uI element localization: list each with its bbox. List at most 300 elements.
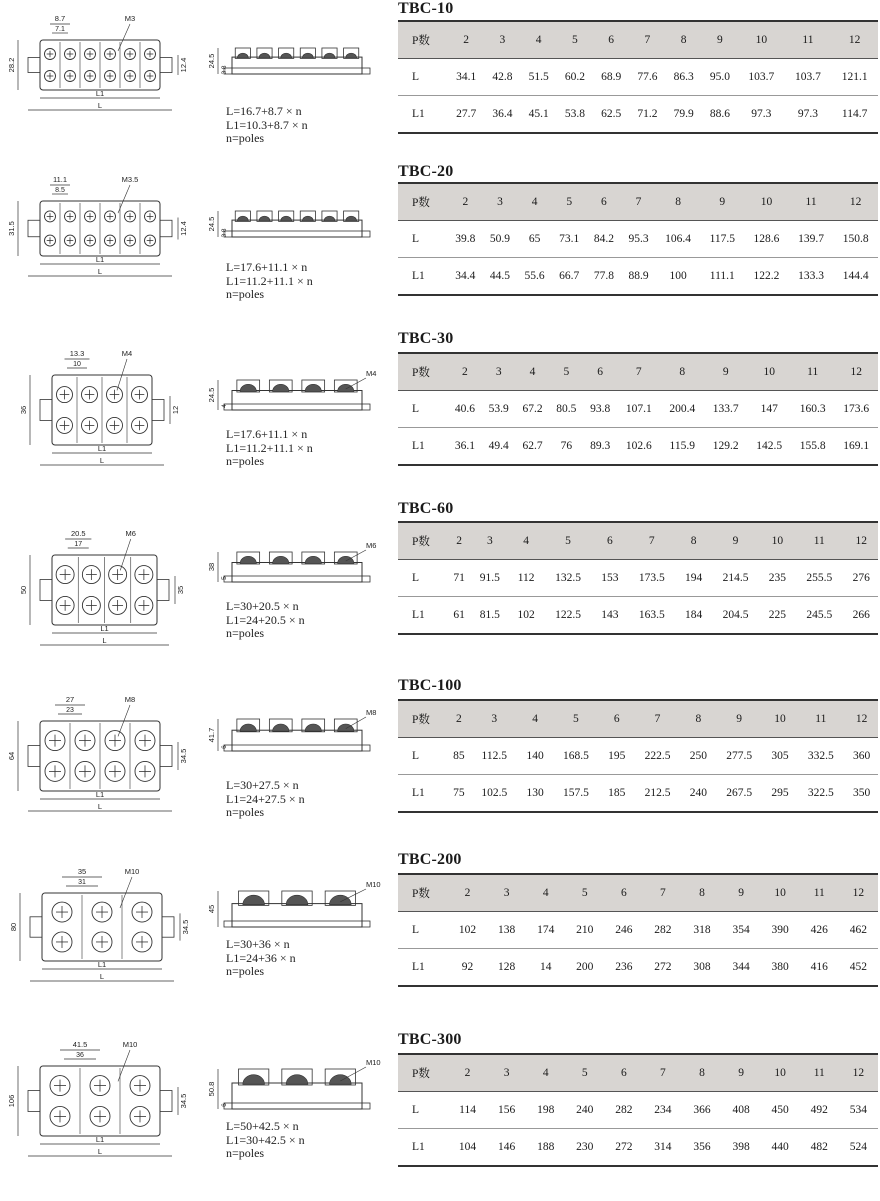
dimension-formula	[226, 1120, 305, 1161]
value-cell: 250	[689, 750, 707, 762]
value-cell: 200.4	[669, 403, 696, 415]
value-cell: 114.7	[841, 108, 868, 120]
value-cell: 97.3	[797, 108, 818, 120]
dimension-label: 41.7	[207, 727, 216, 743]
value-cell: 184	[685, 609, 703, 621]
top-view	[7, 695, 188, 811]
screw-head-icon	[305, 724, 321, 731]
value-cell: 185	[608, 787, 626, 799]
dimension-label: 24.5	[207, 387, 216, 403]
dimension-label: M10	[366, 1058, 381, 1067]
table-row	[398, 560, 878, 597]
pole-count-cell: 12	[833, 183, 878, 221]
value-cell: 157.5	[562, 787, 589, 799]
dimension-label: 8.7	[54, 14, 66, 23]
formula-line: L=17.6+11.1 × n	[226, 260, 308, 274]
pole-count-cell: 12	[839, 874, 878, 912]
pole-count-cell: 7	[633, 700, 682, 738]
value-cell: 173.5	[638, 572, 665, 584]
value-cell: 198	[537, 1104, 555, 1116]
dimension-label: L1	[95, 1135, 105, 1144]
dimension-label: M10	[366, 880, 381, 889]
value-cell: 416	[810, 961, 828, 973]
pole-count-cell: 6	[604, 1054, 643, 1092]
side-view	[207, 708, 376, 751]
screw-head-icon	[237, 53, 248, 58]
value-cell: 277.5	[726, 750, 753, 762]
pole-count-cell: 10	[764, 700, 797, 738]
value-cell: 240	[576, 1104, 594, 1116]
formula-line: L=16.7+8.7 × n	[226, 104, 302, 118]
pole-count-cell: 7	[629, 21, 665, 59]
value-cell: 34.1	[456, 71, 477, 83]
dimension-label: 27	[65, 695, 75, 704]
value-cell: 107.1	[625, 403, 652, 415]
value-cell: 89.3	[590, 440, 611, 452]
value-cell: 36.4	[492, 108, 513, 120]
pole-count-cell: 10	[761, 874, 800, 912]
dimension-label: 36	[19, 405, 28, 415]
dimension-label: 106	[7, 1094, 16, 1108]
value-cell: 76	[560, 440, 573, 452]
dimension-label: 6	[221, 745, 228, 749]
series-section-tbc-100	[0, 677, 880, 847]
value-cell: 122.5	[555, 609, 581, 621]
screw-head-icon	[346, 53, 357, 58]
dimension-label: 13.3	[69, 349, 85, 358]
value-cell: 55.6	[524, 270, 545, 282]
value-cell: 155.8	[799, 440, 826, 452]
dimension-label: L1	[97, 960, 107, 969]
dimension-drawing	[0, 330, 390, 500]
dimension-label: 38	[207, 562, 216, 572]
pole-count-cell: 10	[744, 183, 789, 221]
dimension-label: 4	[221, 404, 228, 408]
value-cell: 153	[601, 572, 619, 584]
value-cell: 93.8	[590, 403, 611, 415]
value-cell: 104	[458, 1141, 477, 1153]
row-label: L	[412, 572, 420, 584]
screw-head-icon	[243, 1075, 265, 1085]
dimension-label: 64	[7, 751, 16, 761]
value-cell: 212.5	[644, 787, 671, 799]
value-cell: 267.5	[726, 787, 753, 799]
pole-count-cell: 9	[704, 353, 747, 391]
formula-line: L1=24+36 × n	[226, 950, 296, 965]
dimension-label: L	[102, 636, 107, 645]
dimension-formula	[226, 261, 313, 302]
screw-head-icon	[305, 384, 321, 391]
screw-head-icon	[240, 724, 256, 731]
pole-count-cell: 10	[761, 522, 795, 560]
series-title: TBC-200	[398, 851, 462, 868]
table-row	[398, 391, 878, 428]
value-cell: 42.8	[492, 71, 513, 83]
dimension-label: L1	[95, 255, 105, 264]
value-cell: 71	[453, 572, 465, 584]
dimension-label: 12.4	[179, 221, 188, 236]
table-row	[398, 258, 878, 296]
spec-table	[398, 699, 878, 813]
dimension-label: L	[97, 1147, 103, 1156]
value-cell: 86.3	[673, 71, 694, 83]
dimension-label: 36	[76, 1052, 84, 1059]
value-cell: 121.1	[841, 71, 868, 83]
formula-line: n=poles	[226, 454, 265, 468]
dimension-label: 35	[176, 585, 185, 595]
value-cell: 140	[526, 750, 544, 762]
value-cell: 366	[693, 1104, 711, 1116]
value-cell: 67.2	[522, 403, 543, 415]
value-cell: 143	[601, 609, 619, 621]
dimension-drawing	[0, 851, 390, 1021]
dimension-formula	[226, 938, 296, 979]
series-title: TBC-20	[398, 163, 454, 180]
value-cell: 282	[615, 1104, 633, 1116]
pole-count-cell: 2	[448, 522, 470, 560]
pole-count-cell: 12	[834, 353, 878, 391]
pole-count-cell: 6	[587, 183, 622, 221]
value-cell: 344	[732, 961, 750, 973]
side-view	[207, 48, 370, 75]
value-cell: 97.3	[751, 108, 772, 120]
pole-count-cell: 11	[789, 183, 834, 221]
value-cell: 322.5	[807, 787, 834, 799]
value-cell: 77.6	[637, 71, 658, 83]
value-cell: 102.6	[625, 440, 652, 452]
value-cell: 462	[849, 924, 868, 936]
pole-count-cell: 5	[549, 353, 583, 391]
value-cell: 225	[768, 609, 787, 621]
top-view	[19, 349, 180, 465]
pole-count-cell: 6	[583, 353, 617, 391]
dimension-label: 35	[77, 867, 87, 876]
value-cell: 111.1	[709, 270, 735, 282]
pole-count-cell: 9	[722, 1054, 761, 1092]
spec-table	[398, 182, 878, 296]
value-cell: 144.4	[842, 270, 869, 282]
pole-count-cell: 2	[448, 700, 470, 738]
value-cell: 34.4	[455, 270, 476, 282]
screw-head-icon	[273, 556, 289, 563]
dimension-label: M3	[124, 14, 136, 23]
spec-table	[398, 1053, 878, 1167]
table-header-row	[398, 1054, 878, 1092]
formula-line: n=poles	[226, 287, 265, 301]
screw-head-icon	[324, 216, 335, 221]
pole-count-cell: 8	[682, 700, 715, 738]
pole-count-cell: 8	[682, 874, 721, 912]
dimension-label: 11.1	[52, 175, 68, 184]
value-cell: 408	[732, 1104, 750, 1116]
value-cell: 204.5	[722, 609, 749, 621]
series-section-tbc-60	[0, 500, 880, 670]
spec-table	[398, 873, 878, 987]
poles-header-cell: P数	[398, 700, 448, 738]
value-cell: 60.2	[564, 71, 585, 83]
formula-line: n=poles	[226, 805, 265, 819]
spec-table	[398, 352, 878, 466]
value-cell: 276	[852, 572, 870, 584]
value-cell: 88.6	[709, 108, 730, 120]
value-cell: 168.5	[562, 750, 589, 762]
dimension-drawing	[0, 0, 390, 170]
dimension-drawing	[0, 677, 390, 847]
dimension-label: L1	[100, 624, 109, 633]
value-cell: 282	[654, 924, 672, 936]
dimension-drawing	[0, 500, 390, 670]
value-cell: 103.7	[795, 71, 821, 83]
value-cell: 246	[615, 924, 633, 936]
formula-line: L=30+20.5 × n	[226, 599, 299, 613]
pole-count-cell: 3	[482, 353, 516, 391]
dimension-label: 8.5	[55, 187, 65, 194]
value-cell: 234	[654, 1104, 672, 1116]
value-cell: 332.5	[807, 750, 834, 762]
side-view	[207, 211, 370, 238]
value-cell: 44.5	[489, 270, 511, 282]
dimension-label: 34.5	[179, 1093, 188, 1109]
value-cell: 272	[654, 961, 672, 973]
pole-count-cell: 5	[543, 522, 593, 560]
pole-count-cell: 4	[526, 874, 565, 912]
row-label: L1	[412, 787, 425, 799]
pole-count-cell: 5	[551, 700, 600, 738]
row-label: L1	[412, 440, 425, 452]
formula-line: L1=24+27.5 × n	[226, 791, 305, 806]
formula-line: n=poles	[226, 964, 265, 978]
value-cell: 174	[537, 924, 555, 936]
pole-count-cell: 12	[844, 522, 878, 560]
pole-count-cell: 7	[627, 522, 677, 560]
pole-count-cell: 12	[831, 21, 878, 59]
pole-count-cell: 3	[484, 21, 520, 59]
value-cell: 62.5	[601, 108, 622, 120]
value-cell: 68.9	[601, 71, 622, 83]
value-cell: 390	[771, 924, 789, 936]
value-cell: 314	[654, 1141, 672, 1153]
screw-head-icon	[338, 384, 354, 391]
screw-head-icon	[324, 53, 335, 58]
row-label: L1	[412, 108, 425, 120]
dimension-drawing	[0, 163, 390, 333]
screw-head-icon	[330, 895, 352, 905]
value-cell: 195	[608, 750, 626, 762]
table-row	[398, 949, 878, 987]
dimension-label: L1	[95, 89, 105, 98]
pole-count-cell: 6	[593, 21, 629, 59]
value-cell: 88.9	[628, 270, 649, 282]
row-label: L	[412, 750, 420, 762]
screw-head-icon	[302, 216, 313, 221]
pole-count-cell: 5	[565, 1054, 604, 1092]
value-cell: 156	[497, 1104, 516, 1116]
screw-head-icon	[243, 895, 265, 905]
dimension-label: M6	[125, 529, 136, 538]
value-cell: 102.5	[481, 787, 508, 799]
dimension-label: 50.8	[207, 1081, 216, 1097]
value-cell: 77.8	[593, 270, 614, 282]
value-cell: 66.7	[559, 270, 580, 282]
row-label: L1	[412, 961, 425, 973]
value-cell: 147	[760, 403, 778, 415]
value-cell: 92	[461, 961, 474, 973]
pole-count-cell: 4	[509, 522, 543, 560]
dimension-formula	[226, 600, 305, 641]
screw-head-icon	[330, 1075, 352, 1085]
formula-line: L1=11.2+11.1 × n	[226, 273, 313, 288]
pole-count-cell: 2	[448, 183, 483, 221]
value-cell: 40.6	[454, 403, 475, 415]
top-view	[19, 529, 185, 645]
series-section-tbc-20	[0, 163, 880, 333]
pole-count-cell: 10	[761, 1054, 800, 1092]
row-label: L	[412, 1104, 420, 1116]
pole-count-cell: 12	[839, 1054, 878, 1092]
dimension-label: M4	[366, 369, 377, 378]
value-cell: 524	[849, 1141, 868, 1153]
value-cell: 295	[771, 787, 789, 799]
series-title: TBC-10	[398, 0, 454, 17]
value-cell: 81.5	[479, 609, 500, 621]
screw-head-icon	[346, 216, 357, 221]
pole-count-cell: 11	[800, 1054, 839, 1092]
poles-header-cell: P数	[398, 1054, 448, 1092]
table-row	[398, 428, 878, 466]
dimension-label: L1	[97, 444, 107, 453]
value-cell: 354	[732, 924, 750, 936]
dimension-label: 31	[78, 879, 86, 886]
series-title: TBC-30	[398, 330, 454, 347]
value-cell: 235	[768, 572, 787, 584]
pole-count-cell: 11	[794, 522, 844, 560]
value-cell: 230	[576, 1141, 594, 1153]
series-section-tbc-300	[0, 1031, 880, 1201]
table-header-row	[398, 183, 878, 221]
value-cell: 106.4	[665, 233, 692, 245]
value-cell: 308	[693, 961, 711, 973]
spec-table	[398, 521, 878, 635]
value-cell: 50.9	[489, 233, 511, 245]
table-row	[398, 221, 878, 258]
value-cell: 114	[459, 1104, 476, 1116]
dimension-label: L1	[95, 790, 105, 799]
screw-head-icon	[302, 53, 313, 58]
value-cell: 95.3	[628, 233, 649, 245]
value-cell: 39.8	[455, 233, 476, 245]
poles-header-cell: P数	[398, 183, 448, 221]
value-cell: 45.1	[528, 108, 549, 120]
row-label: L1	[412, 609, 425, 621]
dimension-label: M10	[124, 867, 140, 876]
table-header-row	[398, 522, 878, 560]
value-cell: 255.5	[806, 572, 833, 584]
screw-head-icon	[259, 216, 270, 221]
formula-line: L=30+36 × n	[226, 937, 290, 951]
pole-count-cell: 8	[682, 1054, 721, 1092]
pole-count-cell: 5	[565, 874, 604, 912]
dimension-label: 5	[221, 576, 228, 580]
top-view	[9, 867, 190, 981]
table-row	[398, 597, 878, 635]
value-cell: 53.8	[564, 108, 585, 120]
table-row	[398, 738, 878, 775]
pole-count-cell: 7	[643, 874, 682, 912]
value-cell: 188	[537, 1141, 555, 1153]
pole-count-cell: 8	[666, 21, 702, 59]
pole-count-cell: 6	[593, 522, 627, 560]
pole-count-cell: 9	[710, 522, 760, 560]
dimension-label: 80	[9, 922, 18, 932]
table-row	[398, 912, 878, 949]
side-view	[207, 880, 381, 927]
value-cell: 534	[849, 1104, 868, 1116]
dimension-label: M4	[121, 349, 133, 358]
spec-table	[398, 20, 878, 134]
dimension-label: 41.5	[72, 1040, 88, 1049]
dimension-label: L	[97, 267, 103, 276]
value-cell: 236	[615, 961, 633, 973]
pole-count-cell: 4	[516, 353, 550, 391]
row-label: L	[412, 71, 420, 83]
value-cell: 128	[497, 961, 516, 973]
poles-header-cell: P数	[398, 353, 448, 391]
dimension-label: 12	[171, 405, 180, 415]
pole-count-cell: 11	[785, 21, 832, 59]
value-cell: 200	[576, 961, 594, 973]
formula-line: L=17.6+11.1 × n	[226, 427, 308, 441]
pole-count-cell: 5	[552, 183, 587, 221]
dimension-label: M3.5	[121, 175, 139, 184]
value-cell: 398	[732, 1141, 750, 1153]
pole-count-cell: 10	[747, 353, 790, 391]
pole-count-cell: 8	[656, 183, 701, 221]
value-cell: 169.1	[843, 440, 870, 452]
value-cell: 194	[685, 572, 703, 584]
side-view	[207, 541, 376, 582]
pole-count-cell: 9	[715, 700, 764, 738]
value-cell: 210	[576, 924, 594, 936]
pole-count-cell: 4	[517, 183, 552, 221]
series-title: TBC-100	[398, 677, 462, 694]
series-section-tbc-200	[0, 851, 880, 1021]
dimension-label: L	[97, 802, 103, 811]
pole-count-cell: 6	[600, 700, 633, 738]
value-cell: 65	[528, 233, 541, 245]
dimension-label: 28.2	[7, 57, 16, 73]
dimension-label: 24.5	[207, 53, 216, 69]
value-cell: 138	[497, 924, 516, 936]
dimension-label: M8	[124, 695, 136, 704]
screw-head-icon	[338, 556, 354, 563]
table-header-row	[398, 21, 878, 59]
dimension-label: 12.4	[179, 57, 188, 73]
dimension-drawing	[0, 1031, 390, 1201]
table-header-row	[398, 353, 878, 391]
top-view	[7, 175, 188, 276]
table-header-row	[398, 700, 878, 738]
dimension-label: 6	[221, 1103, 228, 1107]
row-label: L1	[412, 270, 425, 282]
value-cell: 222.5	[644, 750, 671, 762]
formula-line: L1=10.3+8.7 × n	[226, 117, 308, 132]
value-cell: 14	[539, 961, 552, 973]
series-title: TBC-300	[398, 1031, 462, 1048]
table-row	[398, 1129, 878, 1167]
pole-count-cell: 2	[448, 21, 484, 59]
side-view	[207, 369, 376, 410]
value-cell: 160.3	[799, 403, 826, 415]
